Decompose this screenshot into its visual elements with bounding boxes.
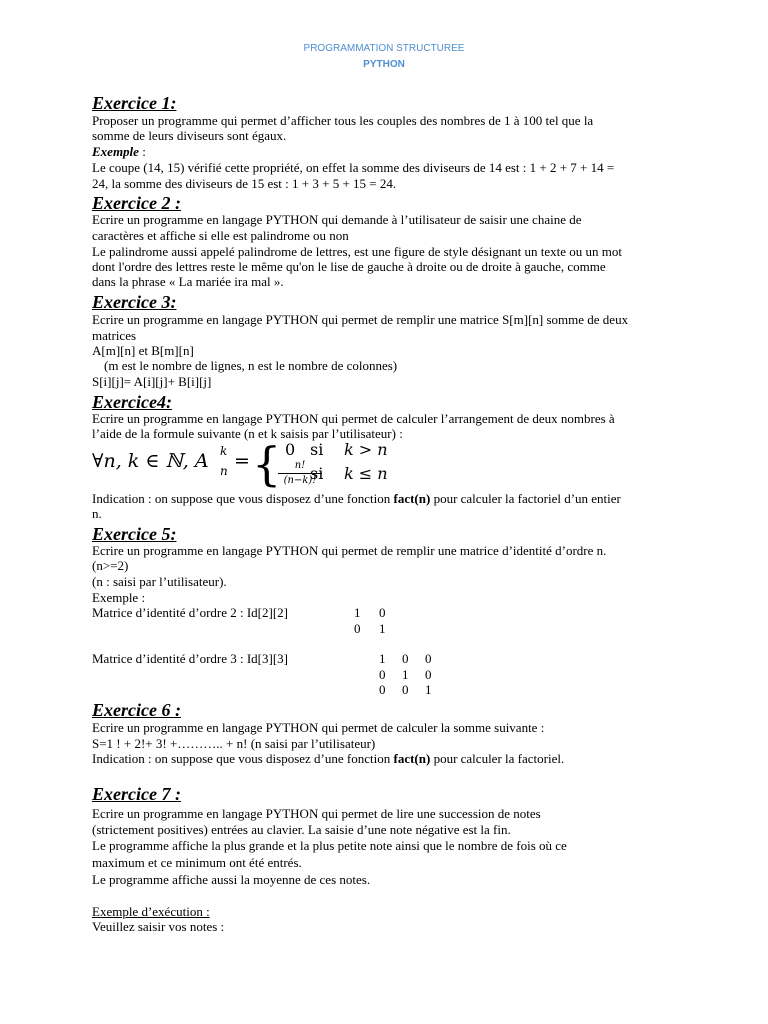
- exercise-6-line: S=1 ! + 2!+ 3! +……….. + n! (n saisi par l’utilisateur): [92, 736, 376, 751]
- exercise-7-title: Exercice 7 :: [92, 784, 181, 804]
- exercise-1-example-label: Exemple :: [92, 144, 146, 159]
- exercise-5-title: Exercice 5:: [92, 524, 177, 544]
- formula-lhs: ∀n, k ∈ ℕ, A: [92, 450, 209, 472]
- formula-case2-si: si: [310, 464, 324, 483]
- matrix-cell: 0: [425, 667, 432, 682]
- formula-case1-value: 0: [285, 440, 296, 459]
- exercise-4-indication: Indication : on suppose que vous disposez d’une fonction fact(n) pour calculer la factoriel d’un entier: [92, 491, 621, 506]
- exercise-3-line: S[i][j]= A[i][j]+ B[i][j]: [92, 374, 212, 389]
- matrix-cell: 1: [379, 651, 386, 666]
- matrix-cell: 0: [379, 605, 386, 620]
- exercise-7-line: Veuillez saisir vos notes :: [92, 919, 225, 934]
- exercise-7-line: (strictement positives) entrées au clavier. La saisie d’une note négative est la fin.: [92, 822, 511, 837]
- exercise-2-line: caractères et affiche si elle est palindrome ou non: [92, 228, 349, 243]
- exercise-7-line: maximum et ce minimum ont été entrés.: [92, 855, 302, 870]
- exercise-3-title: Exercice 3:: [92, 292, 177, 312]
- matrix-cell: 0: [402, 651, 409, 666]
- exercise-4-line: l’aide de la formule suivante (n et k saisis par l’utilisateur) :: [92, 426, 403, 441]
- exercise-4-title: Exercice4:: [92, 392, 172, 412]
- exercise-2-line: Ecrire un programme en langage PYTHON qui demande à l’utilisateur de saisir une chaine de: [92, 212, 582, 227]
- matrix-cell: 1: [402, 667, 409, 682]
- exercise-7-line: Le programme affiche la plus grande et la plus petite note ainsi que le nombre de fois où ce: [92, 838, 567, 853]
- matrix-cell: 1: [354, 605, 361, 620]
- formula-superscript: k: [220, 444, 228, 458]
- exercise-5-line: Ecrire un programme en langage PYTHON qui permet de remplir une matrice d’identité d’ordre n.: [92, 543, 607, 558]
- execution-example-label: Exemple d’exécution :: [92, 904, 210, 919]
- exercise-4-line: n.: [92, 506, 102, 521]
- identity-matrix-3-label: Matrice d’identité d’ordre 3 : Id[3][3]: [92, 651, 289, 666]
- matrix-cell: 0: [354, 621, 361, 636]
- exercise-5-line: Exemple :: [92, 590, 146, 605]
- exercise-1-line: Proposer un programme qui permet d’afficher tous les couples des nombres de 1 à 100 tel que la: [92, 113, 594, 128]
- formula-brace: {: [252, 437, 282, 491]
- exercise-5-line: (n>=2): [92, 558, 129, 573]
- arrangement-formula: [92, 437, 412, 492]
- exercise-3-line: (m est le nombre de lignes, n est le nombre de colonnes): [104, 358, 398, 373]
- matrix-cell: 1: [425, 682, 432, 697]
- matrix-cell: 1: [379, 621, 386, 636]
- formula-case2-denominator: (n−k)!: [283, 475, 317, 486]
- matrix-cell: 0: [402, 682, 409, 697]
- exercise-7-line: Ecrire un programme en langage PYTHON qui permet de lire une succession de notes: [92, 806, 541, 821]
- formula-case1-si: si: [310, 440, 324, 459]
- exercise-1-line: 24, la somme des diviseurs de 15 est : 1 + 3 + 5 + 15 = 24.: [92, 176, 397, 191]
- matrix-cell: 0: [379, 682, 386, 697]
- formula-case2-numerator: n!: [294, 460, 306, 471]
- exercise-3-line: Ecrire un programme en langage PYTHON qui permet de remplir une matrice S[m][n] somme de deux: [92, 312, 629, 327]
- exercise-6-title: Exercice 6 :: [92, 700, 181, 720]
- exercise-1-title: Exercice 1:: [92, 93, 177, 113]
- exercise-4-line: Ecrire un programme en langage PYTHON qui permet de calculer l’arrangement de deux nombres à: [92, 411, 615, 426]
- exercise-6-line: Ecrire un programme en langage PYTHON qui permet de calculer la somme suivante :: [92, 720, 545, 735]
- exercise-3-line: A[m][n] et B[m][n]: [92, 343, 194, 358]
- formula-equals: =: [234, 450, 250, 472]
- matrix-cell: 0: [379, 667, 386, 682]
- exercise-2-title: Exercice 2 :: [92, 193, 181, 213]
- exercise-6-indication: Indication : on suppose que vous disposez d’une fonction fact(n) pour calculer la factoriel.: [92, 751, 565, 766]
- exercise-1-line: Le coupe (14, 15) vérifié cette propriété, on effet la somme des diviseurs de 14 est : 1 + 2 + 7 + 14 =: [92, 160, 615, 175]
- doc-header-title: PROGRAMMATION STRUCTUREE: [303, 43, 465, 54]
- exercise-2-line: Le palindrome aussi appelé palindrome de lettres, est une figure de style désignant un texte ou un mot: [92, 244, 622, 259]
- identity-matrix-2-label: Matrice d’identité d’ordre 2 : Id[2][2]: [92, 605, 289, 620]
- exercise-5-line: (n : saisi par l’utilisateur).: [92, 574, 227, 589]
- formula-case2-condition: k ≤ n: [344, 464, 388, 483]
- exercise-3-line: matrices: [92, 328, 137, 343]
- exercise-1-line: somme de leurs diviseurs sont égaux.: [92, 128, 287, 143]
- exercise-2-line: dans la phrase « La mariée ira mal ».: [92, 274, 284, 289]
- exercise-2-line: dont l'ordre des lettres reste le même qu'on le lise de gauche à droite ou de droite à gauche, comme: [92, 259, 606, 274]
- doc-header-subtitle: PYTHON: [363, 59, 405, 70]
- formula-subscript: n: [220, 464, 228, 478]
- exercise-7-line: Le programme affiche aussi la moyenne de ces notes.: [92, 872, 371, 887]
- formula-case1-condition: k > n: [344, 440, 388, 459]
- matrix-cell: 0: [425, 651, 432, 666]
